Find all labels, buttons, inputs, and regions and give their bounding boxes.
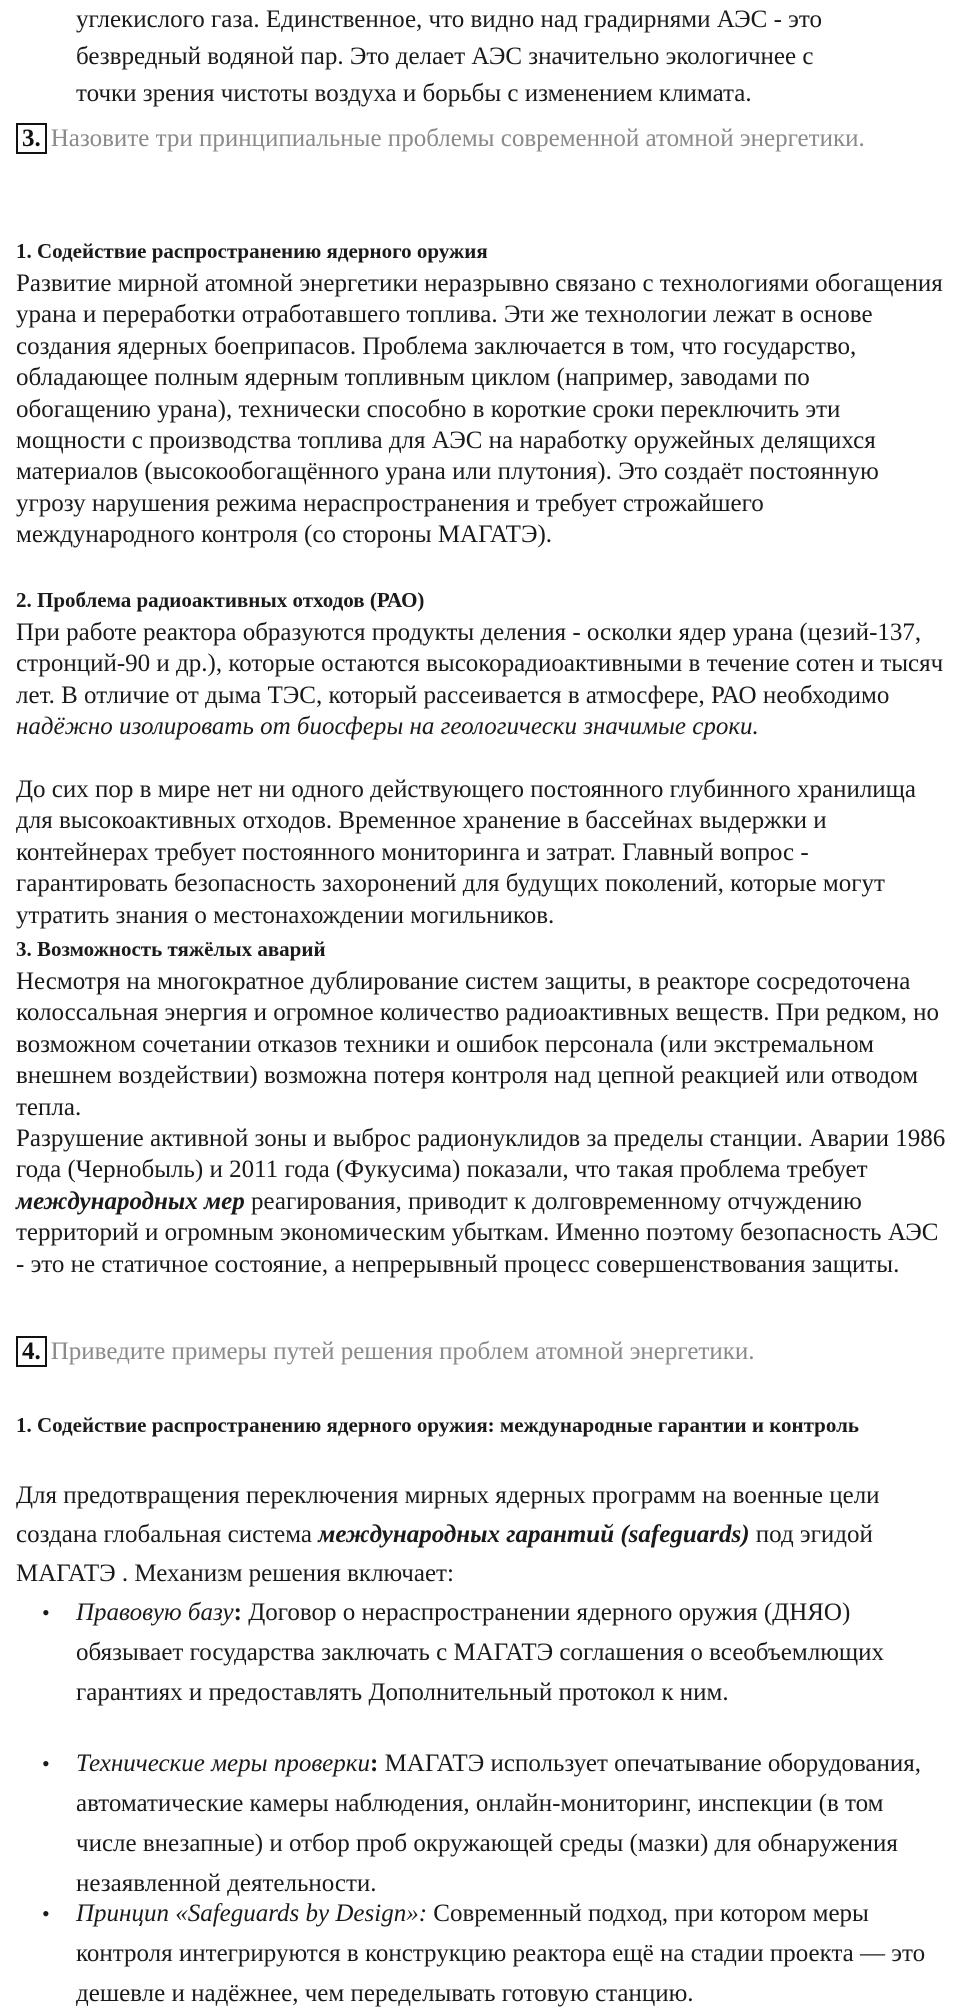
section-2-paragraph-1 (16, 617, 946, 743)
section-3-title: 3. Возможность тяжёлых аварий (16, 937, 326, 961)
section-2-title: 2. Проблема радиоактивных отходов (РАО) (16, 588, 425, 612)
bullet-2-sep: : (369, 1750, 379, 1777)
intro-line-3: точки зрения чистоты воздуха и борьбы с изменением климата. (76, 80, 752, 107)
question-4-number: 4. (16, 1336, 47, 1367)
section-3-paragraph-1: Несмотря на многократное дублирование систем защиты, в реакторе сосредоточена колоссальная энергия и огромное количество радиоактивных веществ. При редком, но возможном сочетании отказов техники и ошибок персонала (или экстремальном внешнем воздействии) возможна потеря контроля над цепной реакцией или отводом тепла. (16, 968, 939, 1121)
intro-line-2: безвредный водяной пар. Это делает АЭС значительно экологичнее с (76, 43, 814, 70)
section-2-p1-emphasis: надёжно изолировать от биосферы на геологически значимые сроки. (16, 713, 759, 741)
question-4 (16, 1333, 946, 1370)
section-1-title: 1. Содействие распространению ядерного оружия (16, 239, 488, 263)
bullet-1-text: Договор о нераспространении ядерного оружия (ДНЯО) обязывает государства заключать с МАГАТЭ соглашения о всеобъемлющих гарантиях и предоставлять Дополнительный протокол к ним. (76, 1599, 885, 1706)
section-3-paragraph-2 (16, 1123, 946, 1280)
bullet-marker-1: • (42, 1600, 50, 1625)
section-2-paragraph-2: До сих пор в мире нет ни одного действующего постоянного глубинного хранилища для высокоактивных отходов. Временное хранение в бассейнах выдержки и контейнерах требует постоянного мониторинга и затрат. Главный вопрос - гарантировать безопасность захоронений для будущих поколений, которые могут утратить знания о местонахождении могильников. (16, 776, 917, 929)
section-4-title: 1. Содействие распространению ядерного оружия: международные гарантии и контроль (16, 1413, 859, 1437)
section-3-p2-end: реагирования, приводит к долговременному отчуждению территорий и огромным экономическим убыткам. Именно поэтому безопасность АЭС - это не статичное состояние, а непрерывный процесс совершенствования защиты. (16, 1187, 939, 1278)
question-4-text: Приведите примеры путей решения проблем атомной энергетики. (50, 1338, 755, 1365)
bullet-marker-3: • (42, 1901, 50, 1926)
section-4-intro-end: под эгидой МАГАТЭ . Механизм решения включает: (16, 1521, 873, 1587)
question-3-number: 3. (16, 123, 47, 154)
bullet-2-text: МАГАТЭ использует опечатывание оборудования, автоматические камеры наблюдения, онлайн-мониторинг, инспекции (в том числе внезапные) и отбор проб окружающей среды (мазки) для обнаружения незаявленной деятельности. (76, 1750, 922, 1897)
bullet-3-term: Принцип «Safeguards by Design»: (76, 1900, 428, 1927)
bullet-1-term: Правовую базу (76, 1599, 234, 1626)
question-3 (16, 120, 946, 157)
section-3-p2-emphasis: международных мер (16, 1187, 245, 1215)
section-4-intro-emphasis: международных гарантий (safeguards) (318, 1521, 750, 1548)
bullet-1-sep: : (233, 1599, 242, 1626)
question-3-text: Назовите три принципиальные проблемы современной атомной энергетики. (50, 125, 865, 152)
section-2-p1-text: При работе реактора образуются продукты деления - осколки ядер урана (цезий-137, стронций-90 и др.), которые остаются высокорадиоактивными в течение сотен и тысяч лет. В отличие от дыма ТЭС, который рассеивается в атмосфере, РАО необходимо (16, 619, 944, 709)
bullet-marker-2: • (42, 1751, 50, 1776)
list-item (76, 1894, 946, 2014)
section-4-intro-start: Для предотвращения переключения мирных ядерных программ на военные цели создана глобальная система (16, 1482, 880, 1548)
intro-line-1: углекислого газа. Единственное, что видно над градирнями АЭС - это (76, 6, 822, 33)
list-item (76, 1593, 946, 1713)
bullet-2-term: Технические меры проверки (76, 1750, 370, 1777)
section-3-p2-start: Разрушение активной зоны и выброс радионуклидов за пределы станции. Аварии 1986 года (Чернобыль) и 2011 года (Фукусима) показали, что такая проблема требует (16, 1125, 946, 1184)
section-1-body: Развитие мирной атомной энергетики неразрывно связано с технологиями обогащения урана и переработки отработавшего топлива. Эти же технологии лежат в основе создания ядерных боеприпасов. Проблема заключается в том, что государство, обладающее полным ядерным топливным циклом (например, заводами по обогащению урана), технически способно в короткие сроки переключить эти мощности с производства топлива для АЭС на наработку оружейных делящихся материалов (высокообогащённого урана или плутония). Это создаёт постоянную угрозу нарушения режима нераспространения и требует строжайшего международного контроля (со стороны МАГАТЭ). (16, 270, 943, 549)
bullet-3-text: Современный подход, при котором меры контроля интегрируются в конструкцию реактора ещё на стадии проекта — это дешевле и надёжнее, чем переделывать готовую станцию. (76, 1900, 926, 2007)
list-item (76, 1744, 946, 1904)
section-4-intro (16, 1476, 946, 1593)
